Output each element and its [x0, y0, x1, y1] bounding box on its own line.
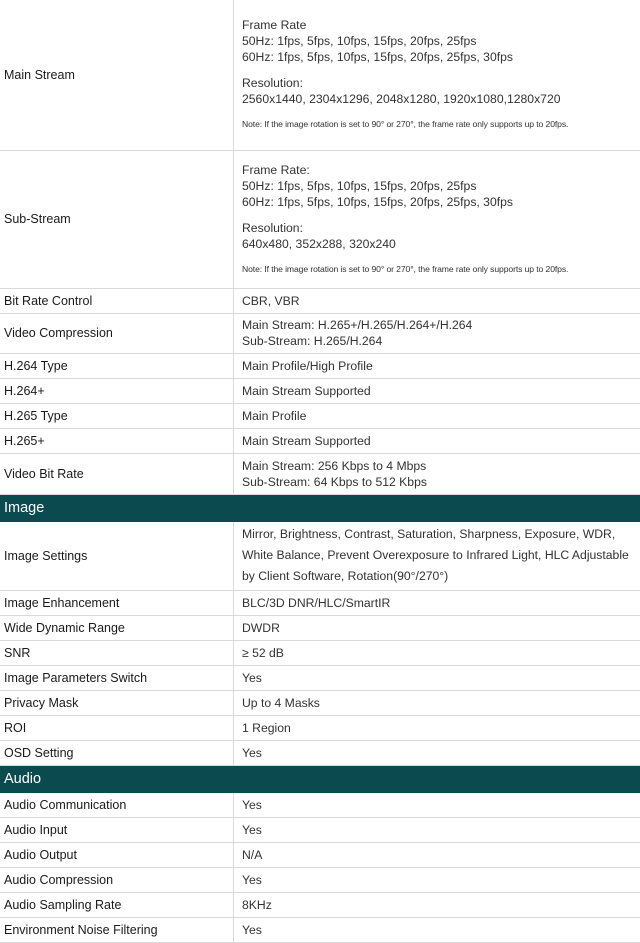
row-value: BLC/3D DNR/HLC/SmartIR [234, 590, 640, 615]
row-label: Bit Rate Control [0, 288, 234, 313]
row-label: Image Parameters Switch [0, 665, 234, 690]
resolution-list: 640x480, 352x288, 320x240 [242, 236, 396, 251]
section-header-image [0, 494, 640, 521]
row-value: Yes [234, 867, 640, 892]
row-value: Main Stream Supported [234, 378, 640, 403]
row-value: DWDR [234, 615, 640, 640]
row-value: CBR, VBR [234, 288, 640, 313]
sub-stream-value: Sub-Stream: 64 Kbps to 512 Kbps [242, 474, 427, 489]
frame-rate-title: Frame Rate [242, 18, 307, 33]
row-label: H.265 Type [0, 403, 234, 428]
row-value: N/A [234, 842, 640, 867]
row-value: Yes [234, 665, 640, 690]
row-label: Audio Compression [0, 867, 234, 892]
row-value: Yes [234, 792, 640, 817]
table-row [0, 715, 640, 740]
section-title: Audio [0, 765, 640, 792]
row-label: Audio Input [0, 817, 234, 842]
frame-rate-title: Frame Rate: [242, 162, 310, 177]
main-stream-details [234, 0, 640, 150]
table-row [0, 521, 640, 590]
row-label: Environment Noise Filtering [0, 917, 234, 942]
row-value: Yes [234, 917, 640, 942]
table-row [0, 842, 640, 867]
table-row [0, 665, 640, 690]
row-value: Up to 4 Masks [234, 690, 640, 715]
row-value: Main Profile [234, 403, 640, 428]
row-value: Yes [234, 740, 640, 765]
row-value: ≥ 52 dB [234, 640, 640, 665]
row-label: ROI [0, 715, 234, 740]
table-row [0, 353, 640, 378]
sub-stream-value: Sub-Stream: H.265/H.264 [242, 334, 383, 348]
row-label: Sub-Stream [0, 150, 234, 288]
table-row-main-stream [0, 0, 640, 150]
table-row [0, 740, 640, 765]
table-row [0, 378, 640, 403]
row-value [234, 453, 640, 494]
table-row [0, 615, 640, 640]
row-label: H.265+ [0, 428, 234, 453]
table-row [0, 917, 640, 942]
resolution-title: Resolution: [242, 76, 303, 91]
row-label: Privacy Mask [0, 690, 234, 715]
row-value: 1 Region [234, 715, 640, 740]
row-label: Image Enhancement [0, 590, 234, 615]
table-row [0, 313, 640, 353]
sub-stream-details [234, 150, 640, 288]
row-value: Main Stream Supported [234, 428, 640, 453]
main-stream-value: Main Stream: H.265+/H.265/H.264+/H.264 [242, 318, 473, 332]
row-label: Main Stream [0, 0, 234, 150]
fps-60hz: 60Hz: 1fps, 5fps, 10fps, 15fps, 20fps, 25fps, 30fps [242, 194, 513, 209]
table-row-sub-stream [0, 150, 640, 288]
row-label: SNR [0, 640, 234, 665]
resolution-list: 2560x1440, 2304x1296, 2048x1280, 1920x1080,1280x720 [242, 92, 561, 107]
row-value: 8KHz [234, 892, 640, 917]
rotation-note: Note: If the image rotation is set to 90° or 270°, the frame rate only supports up to 20fps. [242, 119, 569, 130]
table-row [0, 817, 640, 842]
fps-50hz: 50Hz: 1fps, 5fps, 10fps, 15fps, 20fps, 25fps [242, 178, 477, 193]
resolution-title: Resolution: [242, 220, 303, 235]
row-value: Mirror, Brightness, Contrast, Saturation, Sharpness, Exposure, WDR, White Balance, Prevent Overexposure to Infrared Light, HLC Adjustable by Client Software, Rotation(90°/270°) [234, 521, 640, 590]
row-label: H.264+ [0, 378, 234, 403]
table-row [0, 792, 640, 817]
row-value: Main Profile/High Profile [234, 353, 640, 378]
table-row [0, 453, 640, 494]
main-stream-value: Main Stream: 256 Kbps to 4 Mbps [242, 458, 427, 473]
rotation-note: Note: If the image rotation is set to 90° or 270°, the frame rate only supports up to 20fps. [242, 263, 569, 274]
row-label: Video Compression [0, 313, 234, 353]
table-row [0, 590, 640, 615]
row-value: Yes [234, 817, 640, 842]
fps-50hz: 50Hz: 1fps, 5fps, 10fps, 15fps, 20fps, 25fps [242, 34, 477, 49]
section-header-audio [0, 765, 640, 792]
row-label: Audio Communication [0, 792, 234, 817]
table-row [0, 288, 640, 313]
table-row [0, 640, 640, 665]
section-title: Image [0, 494, 640, 521]
row-label: Video Bit Rate [0, 453, 234, 494]
row-label: H.264 Type [0, 353, 234, 378]
row-label: Image Settings [0, 521, 234, 590]
table-row [0, 403, 640, 428]
row-label: OSD Setting [0, 740, 234, 765]
fps-60hz: 60Hz: 1fps, 5fps, 10fps, 15fps, 20fps, 25fps, 30fps [242, 50, 513, 65]
table-row [0, 892, 640, 917]
row-label: Audio Sampling Rate [0, 892, 234, 917]
table-row [0, 690, 640, 715]
row-label: Audio Output [0, 842, 234, 867]
table-row [0, 867, 640, 892]
row-value [234, 313, 640, 353]
table-row [0, 428, 640, 453]
row-label: Wide Dynamic Range [0, 615, 234, 640]
